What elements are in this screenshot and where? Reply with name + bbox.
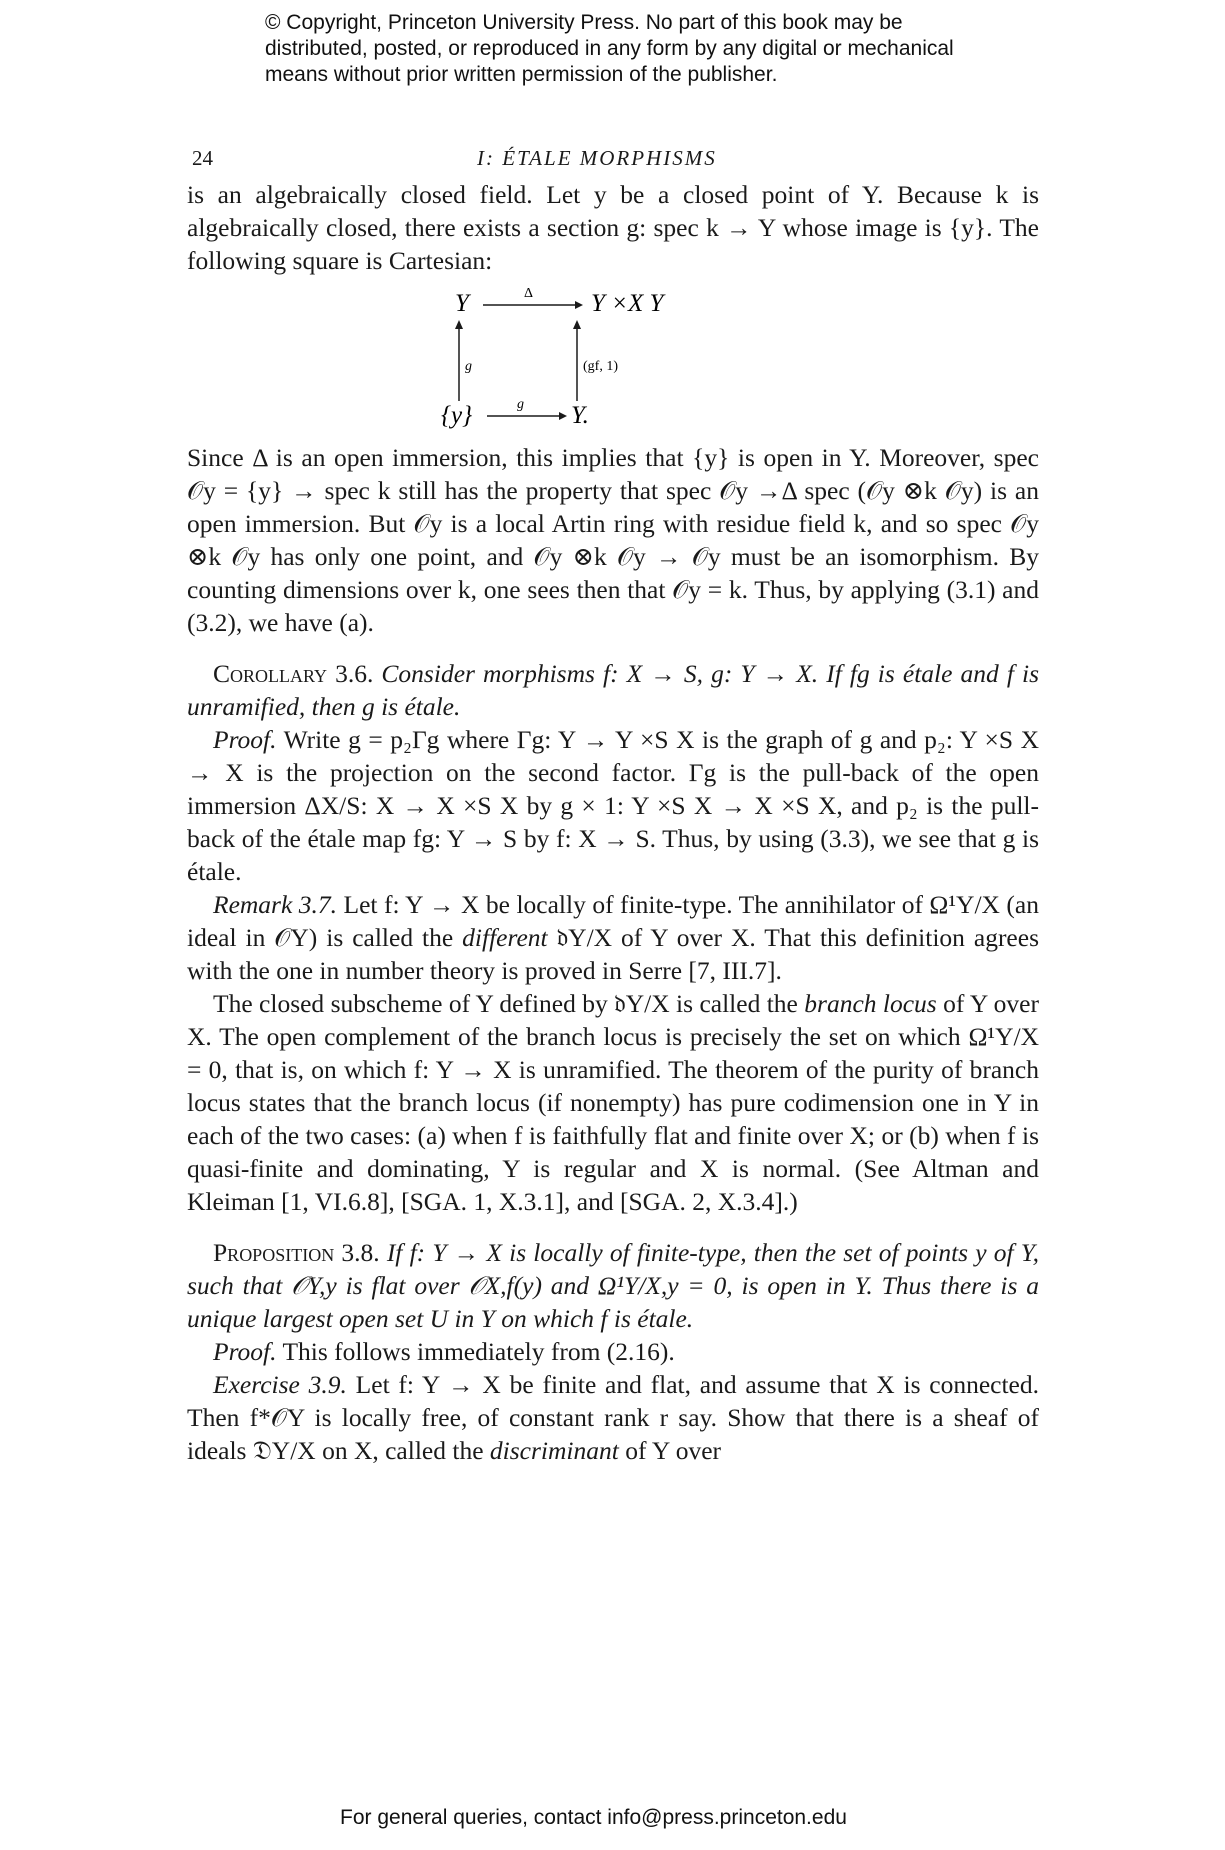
- intro-paragraph: is an algebraically closed field. Let y be a closed point of Y. Because k is algebraically closed, there exists a section g: spec k → Y whose image is {y}. The following square is Cartesian:: [187, 180, 1039, 275]
- exercise-label: Exercise 3.9.: [213, 1370, 347, 1399]
- branch-locus-paragraph: [187, 987, 1039, 1218]
- left-arrow-head: [455, 320, 463, 329]
- diagram-bottom-right: Y.: [571, 402, 589, 429]
- diagram-bottom-left: {y}: [441, 402, 473, 429]
- cartesian-square-diagram: [187, 283, 1039, 433]
- footer-contact: For general queries, contact info@press.princeton.edu: [340, 1806, 847, 1829]
- exercise-text-2: of Y over: [618, 1436, 722, 1465]
- proposition-paragraph: [187, 1236, 1039, 1335]
- page-number: 24: [192, 146, 213, 170]
- corollary-statement: Consider morphisms f: X → S, g: Y → X. If fg is étale and f is unramified, then g is étale.: [187, 659, 1040, 721]
- remark-label: Remark 3.7.: [213, 890, 338, 919]
- exercise-paragraph: [187, 1368, 1039, 1467]
- corollary-label: Corollary 3.6.: [213, 659, 374, 688]
- exercise-term: discriminant: [489, 1436, 619, 1465]
- diagram-top-left: Y: [455, 290, 469, 317]
- diagram-top-right: Y ×X Y: [591, 290, 664, 317]
- proof-2-label: Proof.: [213, 1337, 277, 1366]
- diagram-top-arrow-label: Δ: [524, 286, 534, 301]
- running-header: [187, 142, 1039, 178]
- since-paragraph: Since Δ is an open immersion, this implies that {y} is open in Y. Moreover, spec 𝒪y = {y} → spec k still has the property that spec 𝒪y →Δ spec (𝒪y ⊗k 𝒪y) is an open immersion. But 𝒪y is a local Artin ring with residue field k, and so spec 𝒪y ⊗k 𝒪y has only one point, and 𝒪y ⊗k 𝒪y → 𝒪y must be an isomorphism. By counting dimensions over k, one sees then that 𝒪y = k. Thus, by applying (3.1) and (3.2), we have (a).: [187, 443, 1039, 637]
- diagram-left-arrow-label: g: [465, 359, 472, 374]
- right-arrow-head: [573, 320, 581, 329]
- corollary-paragraph: [187, 657, 1039, 723]
- copyright-notice: [265, 10, 985, 88]
- book-page: [187, 142, 1039, 1467]
- remark-text-1: Let f: Y → X be locally of finite-type. The annihilator of Ω¹Y/X (an ideal in 𝒪Y) is called the: [187, 890, 1039, 952]
- remark-text-2: 𝔡Y/X of Y over X. That this definition agrees with the one in number theory is proved in Serre [7, III.7].: [187, 923, 1039, 985]
- copyright-line-1: © Copyright, Princeton University Press. No part of this book may be: [265, 11, 903, 34]
- diagram-right-arrow-label: (gf, 1): [583, 359, 618, 374]
- remark-paragraph: [187, 888, 1039, 987]
- diagram-bottom-arrow-label: g: [517, 397, 524, 412]
- proposition-label: Proposition 3.8.: [213, 1238, 380, 1267]
- copyright-line-2: distributed, posted, or reproduced in any form by any digital or mechanical: [265, 37, 954, 60]
- proof-2-text: This follows immediately from (2.16).: [282, 1337, 675, 1366]
- proof-2-paragraph: [187, 1335, 1039, 1368]
- top-arrow-head: [575, 301, 583, 309]
- proof-1-paragraph: [187, 723, 1039, 888]
- copyright-line-3: means without prior written permission of the publisher.: [265, 63, 778, 86]
- branch-text-2: of Y over X. The open complement of the branch locus is precisely the set on which Ω¹Y/X = 0, that is, on which f: Y → X is unramified. The theorem of the purity of branch locus states that the branch locus (if nonempty) has pure codimension one in Y in each of the two cases: (a) when f is faithfully flat and finite over X; or (b) when f is quasi-finite and dominating, Y is regular and X is normal. (See Altman and Kleiman [1, VI.6.8], [SGA. 1, X.3.1], and [SGA. 2, X.3.4].): [187, 989, 1039, 1216]
- running-title: I: ÉTALE MORPHISMS: [477, 146, 717, 170]
- exercise-text-1: Let f: Y → X be finite and flat, and assume that X is connected. Then f*𝒪Y is locally free, of constant rank r say. Show that there is a sheaf of ideals 𝔇Y/X on X, called the: [187, 1370, 1040, 1465]
- branch-term: branch locus: [804, 989, 937, 1018]
- proof-1-label: Proof.: [213, 725, 277, 754]
- proof-1-text: Write g = p₂Γg where Γg: Y → Y ×S X is the graph of g and p₂: Y ×S X → X is the projection on the second factor. Γg is the pull-back of the open immersion ΔX/S: X → X ×S X by g × 1: Y ×S X → X ×S X, and p₂ is the pull-back of the étale map fg: Y → S by f: X → S. Thus, by using (3.3), we see that g is étale.: [187, 725, 1039, 886]
- diagram-svg: [187, 283, 1039, 433]
- proposition-statement: If f: Y → X is locally of finite-type, then the set of points y of Y, such that 𝒪Y,y is flat over 𝒪X,f(y) and Ω¹Y/X,y = 0, is open in Y. Thus there is a unique largest open set U in Y on which f is étale.: [187, 1238, 1039, 1333]
- bottom-arrow-head: [559, 412, 567, 420]
- remark-term: different: [462, 923, 548, 952]
- branch-text-1: The closed subscheme of Y defined by 𝔡Y/X is called the: [213, 989, 805, 1018]
